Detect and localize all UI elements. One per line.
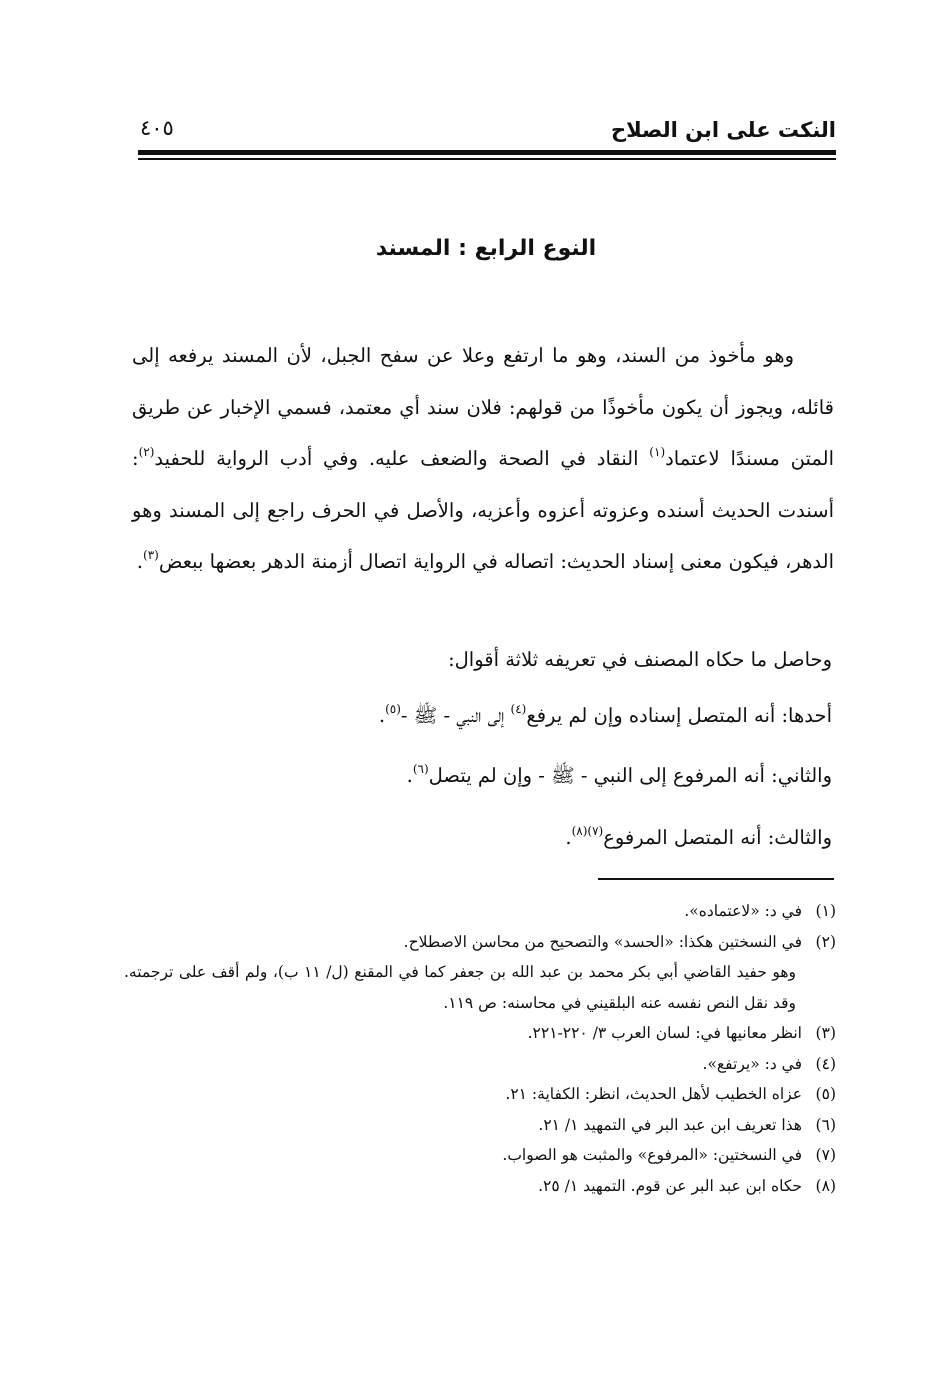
footnote-text: انظر معانيها في: لسان العرب ٣/ ٢٢٠-٢٢١. bbox=[527, 1024, 802, 1042]
page-number: ٤٠٥ bbox=[140, 116, 174, 140]
main-paragraph bbox=[132, 330, 834, 588]
definition-item-3 bbox=[132, 826, 832, 849]
footnote-3 bbox=[124, 1018, 836, 1049]
item2-text-a: والثاني: أنه المرفوع إلى النبي - ﷺ - وإن لم يتصل bbox=[428, 764, 832, 787]
footnote-number: (٤) bbox=[815, 1054, 836, 1073]
footnotes bbox=[124, 896, 836, 1201]
definition-item-1 bbox=[132, 704, 832, 732]
section-title: النوع الرابع : المسند bbox=[375, 236, 597, 261]
definition-item-2 bbox=[132, 764, 832, 792]
footnote-number: (٦) bbox=[815, 1115, 836, 1134]
footnote-text: هذا تعريف ابن عبد البر في التمهيد ١/ ٢١. bbox=[538, 1115, 802, 1134]
item2-end: . bbox=[406, 764, 413, 787]
footnote-ref-4: (٤) bbox=[510, 702, 527, 716]
footnote-1 bbox=[124, 896, 836, 927]
item1-end: . bbox=[378, 704, 386, 727]
item3-end: . bbox=[565, 826, 572, 849]
para1-end: . bbox=[136, 550, 143, 573]
header-rule-thick bbox=[138, 150, 836, 155]
para1-text-a: وهو مأخوذ من السند، وهو ما ارتفع وعلا عن سفح الجبل، لأن المسند يرفعه إلى قائله، ويجوز أن يكون مأخوذًا من قولهم: فلان سند أي معتمد، فسمي الإخبار عن طريق المتن مسندًا لاعتماد bbox=[132, 344, 834, 470]
footnote-ref-7: (٧) bbox=[587, 824, 604, 838]
footnote-text: حكاه ابن عبد البر عن قوم. التمهيد ١/ ٢٥. bbox=[538, 1176, 802, 1195]
footnote-2-continuation: وهو حفيد القاضي أبي بكر محمد بن عبد الله بن جعفر كما في المقنع (ل/ ١١ ب)، ولم أقف على ترجمته. وقد نقل النص نفسه عنه البلقيني في محاسنه: ص ١١٩. bbox=[124, 963, 796, 1012]
footnote-number: (١) bbox=[815, 902, 836, 920]
footnote-5 bbox=[124, 1079, 836, 1110]
footnote-number: (٢) bbox=[815, 932, 836, 951]
footnote-separator bbox=[598, 878, 834, 880]
running-title: النكت على ابن الصلاح bbox=[610, 118, 836, 142]
footnote-text: في د: «لاعتماده». bbox=[684, 902, 802, 920]
footnote-text: عزاه الخطيب لأهل الحديث، انظر: الكفاية: ٢١. bbox=[505, 1085, 802, 1103]
footnote-2 bbox=[124, 927, 836, 958]
footnote-6 bbox=[124, 1110, 836, 1141]
footnote-ref-3: (٣) bbox=[143, 548, 159, 562]
item1-text-b: إلى النبي - ﷺ - bbox=[400, 704, 511, 727]
footnote-number: (٧) bbox=[815, 1146, 836, 1164]
footnote-number: (٨) bbox=[815, 1176, 836, 1195]
footnote-ref-2: (٢) bbox=[138, 445, 155, 459]
header-rule-thin bbox=[138, 158, 836, 160]
footnote-number: (٣) bbox=[815, 1024, 836, 1042]
item1-text-a: أحدها: أنه المتصل إسناده وإن لم يرفع bbox=[526, 704, 832, 727]
footnote-7 bbox=[124, 1140, 836, 1171]
footnote-ref-1: (١) bbox=[649, 445, 666, 459]
footnote-4 bbox=[124, 1049, 836, 1080]
para1-text-c: : أسندت الحديث أسنده وعزوته أعزوه وأعزيه، والأصل في الحرف راجع إلى المسند وهو الدهر، فيكون معنى إسناد الحديث: اتصاله في الرواية اتصال أزمنة الدهر بعضها ببعض bbox=[132, 447, 834, 573]
intro-text: وحاصل ما حكاه المصنف في تعريفه ثلاثة أقوال: bbox=[448, 648, 832, 671]
intro-line bbox=[132, 648, 832, 671]
footnote-number: (٥) bbox=[815, 1085, 836, 1103]
page-header bbox=[136, 112, 836, 152]
footnote-8 bbox=[124, 1171, 836, 1202]
footnote-ref-6: (٦) bbox=[412, 762, 429, 776]
footnote-ref-5: (٥) bbox=[385, 702, 401, 716]
footnote-text: في النسختين: «المرفوع» والمثبت هو الصواب. bbox=[502, 1146, 802, 1164]
footnote-ref-8: (٨) bbox=[571, 824, 588, 838]
footnote-text: في النسختين هكذا: «الحسد» والتصحيح من محاسن الاصطلاح. bbox=[403, 932, 802, 951]
footnote-text: في د: «يرتفع». bbox=[702, 1054, 802, 1073]
item3-text-a: والثالث: أنه المتصل المرفوع bbox=[603, 826, 832, 849]
para1-text-b: النقاد في الصحة والضعف عليه. وفي أدب الرواية للحفيد bbox=[154, 447, 650, 470]
